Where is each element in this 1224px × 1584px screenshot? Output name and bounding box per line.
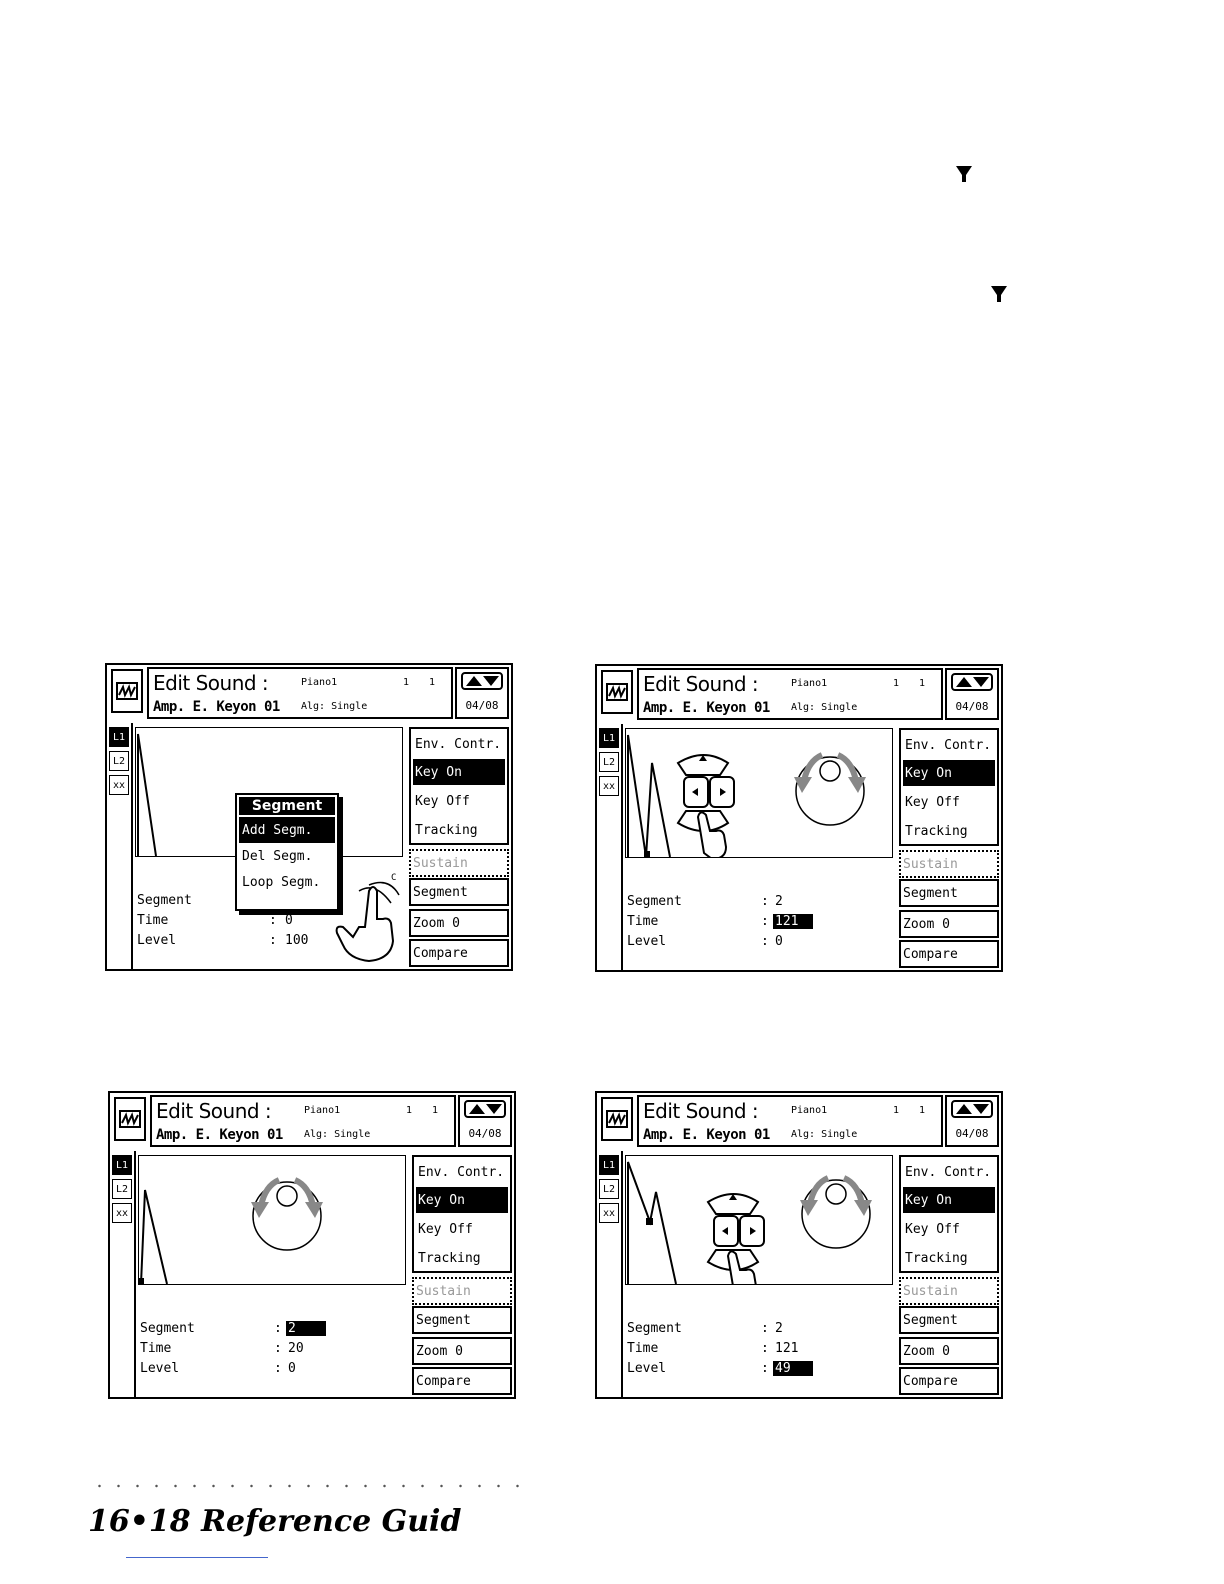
menu-item-key-on[interactable]: Key On [413, 759, 505, 785]
envelope-icon[interactable] [114, 1097, 146, 1141]
sound-number-1: 1 [893, 678, 900, 689]
page-indicator: 04/08 [955, 1127, 989, 1140]
compare-button[interactable]: Compare [412, 1367, 512, 1395]
layer-tab-l1[interactable]: L1 [112, 1155, 132, 1175]
segment-button[interactable]: Segment [412, 1306, 512, 1334]
layer-tab-xx[interactable]: xx [599, 776, 619, 796]
sound-number-2: 1 [919, 678, 926, 689]
screen-title: Edit Sound : [156, 1099, 272, 1123]
envelope-curve [626, 1156, 893, 1285]
time-label: Time [140, 1341, 172, 1356]
triangle-down-icon [990, 285, 1008, 303]
menu-item-key-off[interactable]: Key Off [418, 1221, 473, 1237]
menu-item-tracking[interactable]: Tracking [905, 1250, 968, 1266]
envelope-menu [899, 1155, 999, 1273]
page-nav [945, 668, 999, 720]
envelope-graph[interactable] [625, 1155, 893, 1285]
zoom-button[interactable]: Zoom 0 [409, 909, 509, 937]
stray-char: C [391, 873, 397, 883]
segment-button[interactable]: Segment [899, 1306, 999, 1334]
menu-item-key-on[interactable]: Key On [903, 1187, 995, 1213]
header-panel [147, 667, 453, 719]
screen-subtitle: Amp. E. Keyon 01 [643, 700, 770, 716]
popup-item-add-segm[interactable]: Add Segm. [239, 817, 335, 843]
layer-tab-l1[interactable]: L1 [599, 728, 619, 748]
up-down-arrows-icon [463, 674, 501, 688]
time-label: Time [627, 1341, 659, 1356]
menu-item-env-contr[interactable]: Env. Contr. [905, 737, 992, 753]
edit-sound-screen [105, 663, 513, 971]
popup-item-loop-segm[interactable]: Loop Segm. [242, 874, 321, 890]
page-indicator: 04/08 [955, 700, 989, 713]
envelope-curve [139, 1156, 406, 1285]
level-label: Level [140, 1361, 180, 1376]
page-arrows-button[interactable] [461, 672, 503, 690]
menu-item-key-on[interactable]: Key On [416, 1187, 508, 1213]
level-label: Level [137, 933, 177, 948]
zoom-button[interactable]: Zoom 0 [899, 1337, 999, 1365]
segment-label: Segment [140, 1321, 195, 1336]
menu-item-tracking[interactable]: Tracking [418, 1250, 481, 1266]
envelope-graph[interactable] [625, 728, 893, 858]
page-nav [455, 667, 509, 719]
sound-number-2: 1 [919, 1105, 926, 1116]
envelope-graph[interactable] [138, 1155, 406, 1285]
menu-item-key-off[interactable]: Key Off [905, 794, 960, 810]
layer-tab-l1[interactable]: L1 [599, 1155, 619, 1175]
sound-name: Piano1 [304, 1105, 341, 1116]
menu-item-key-on[interactable]: Key On [903, 760, 995, 786]
triangle-down-icon [955, 165, 973, 183]
menu-item-tracking[interactable]: Tracking [905, 823, 968, 839]
layer-tab-l1[interactable]: L1 [109, 727, 129, 747]
segment-label: Segment [627, 894, 682, 909]
sound-name: Piano1 [791, 678, 828, 689]
menu-item-tracking[interactable]: Tracking [415, 822, 478, 838]
screen-title: Edit Sound : [643, 672, 759, 696]
screen-title: Edit Sound : [153, 671, 269, 695]
page-indicator: 04/08 [465, 699, 499, 712]
page-indicator: 04/08 [468, 1127, 502, 1140]
param-colon: : [274, 1321, 282, 1336]
time-value[interactable]: 0 [285, 913, 293, 928]
param-colon: : [761, 894, 769, 909]
edit-sound-screen [595, 664, 1003, 972]
param-colon: : [761, 934, 769, 949]
envelope-icon[interactable] [601, 670, 633, 714]
header-panel [637, 1095, 943, 1147]
envelope-menu [409, 727, 509, 845]
segment-value[interactable]: 2 [775, 1321, 783, 1336]
sound-name: Piano1 [791, 1105, 828, 1116]
time-value[interactable]: 121 [773, 914, 813, 929]
layer-tab-l2[interactable]: L2 [112, 1179, 132, 1199]
level-value[interactable]: 49 [773, 1361, 813, 1376]
layer-tab-l2[interactable]: L2 [599, 752, 619, 772]
param-colon: : [761, 914, 769, 929]
menu-item-key-off[interactable]: Key Off [415, 793, 470, 809]
popup-title: Segment [239, 797, 335, 815]
zoom-button[interactable]: Zoom 0 [412, 1337, 512, 1365]
layer-column [107, 723, 133, 969]
up-down-arrows-icon [466, 1102, 504, 1116]
footer-dotted-rule [90, 1482, 530, 1490]
param-colon: : [761, 1321, 769, 1336]
time-label: Time [137, 913, 169, 928]
segment-value[interactable]: 2 [775, 894, 783, 909]
sound-number-2: 1 [429, 677, 436, 688]
level-value[interactable]: 0 [288, 1361, 296, 1376]
layer-tab-l2[interactable]: L2 [599, 1179, 619, 1199]
time-label: Time [627, 914, 659, 929]
envelope-icon[interactable] [111, 669, 143, 713]
param-colon: : [269, 913, 277, 928]
page-footer-title: 16•18 Reference Guid [88, 1504, 462, 1539]
param-colon: : [274, 1361, 282, 1376]
popup-item-del-segm[interactable]: Del Segm. [242, 848, 313, 864]
envelope-icon[interactable] [601, 1097, 633, 1141]
segment-button[interactable]: Segment [899, 879, 999, 907]
zoom-button[interactable]: Zoom 0 [899, 910, 999, 938]
layer-tab-xx[interactable]: xx [109, 775, 129, 795]
screen-subtitle: Amp. E. Keyon 01 [643, 1127, 770, 1143]
sound-number-1: 1 [403, 677, 410, 688]
sound-number-1: 1 [893, 1105, 900, 1116]
header-panel [637, 668, 943, 720]
screen-subtitle: Amp. E. Keyon 01 [156, 1127, 283, 1143]
menu-item-env-contr[interactable]: Env. Contr. [415, 736, 502, 752]
time-value[interactable]: 20 [288, 1341, 304, 1356]
param-colon: : [274, 1341, 282, 1356]
param-colon: : [269, 933, 277, 948]
envelope-menu [899, 728, 999, 846]
sustain-button[interactable]: Sustain [899, 1277, 999, 1305]
up-down-arrows-icon [953, 1102, 991, 1116]
param-colon: : [761, 1341, 769, 1356]
algorithm-label: Alg: Single [304, 1129, 371, 1140]
page-arrows-button[interactable] [951, 1100, 993, 1118]
sustain-button[interactable]: Sustain [409, 849, 509, 877]
layer-tab-l2[interactable]: L2 [109, 751, 129, 771]
sound-number-1: 1 [406, 1105, 413, 1116]
sustain-button[interactable]: Sustain [412, 1277, 512, 1305]
header-panel [150, 1095, 456, 1147]
level-value[interactable]: 0 [775, 934, 783, 949]
segment-value[interactable]: 2 [286, 1321, 326, 1336]
menu-item-env-contr[interactable]: Env. Contr. [905, 1164, 992, 1180]
layer-tab-xx[interactable]: xx [599, 1203, 619, 1223]
layer-column [110, 1151, 136, 1397]
segment-button[interactable]: Segment [409, 878, 509, 906]
sound-number-2: 1 [432, 1105, 439, 1116]
segment-popup [235, 793, 339, 911]
envelope-curve [626, 729, 893, 858]
level-label: Level [627, 1361, 667, 1376]
compare-button[interactable]: Compare [899, 1367, 999, 1395]
screen-title: Edit Sound : [643, 1099, 759, 1123]
compare-button[interactable]: Compare [899, 940, 999, 968]
param-colon: : [761, 1361, 769, 1376]
level-label: Level [627, 934, 667, 949]
layer-column [597, 1151, 623, 1397]
layer-column [597, 724, 623, 970]
up-down-arrows-icon [953, 675, 991, 689]
hand-pointer-icon [329, 867, 413, 967]
page-nav [945, 1095, 999, 1147]
footer-underline [126, 1557, 268, 1558]
page-arrows-button[interactable] [951, 673, 993, 691]
menu-item-env-contr[interactable]: Env. Contr. [418, 1164, 505, 1180]
page-nav [458, 1095, 512, 1147]
edit-sound-screen [108, 1091, 516, 1399]
time-value[interactable]: 121 [775, 1341, 799, 1356]
sustain-button[interactable]: Sustain [899, 850, 999, 878]
edit-sound-screen [595, 1091, 1003, 1399]
algorithm-label: Alg: Single [301, 701, 368, 712]
sound-name: Piano1 [301, 677, 338, 688]
segment-label: Segment [627, 1321, 682, 1336]
algorithm-label: Alg: Single [791, 1129, 858, 1140]
envelope-menu [412, 1155, 512, 1273]
page-arrows-button[interactable] [464, 1100, 506, 1118]
segment-label: Segment [137, 893, 192, 908]
layer-tab-xx[interactable]: xx [112, 1203, 132, 1223]
menu-item-key-off[interactable]: Key Off [905, 1221, 960, 1237]
level-value[interactable]: 100 [285, 933, 309, 948]
algorithm-label: Alg: Single [791, 702, 858, 713]
compare-button[interactable]: Compare [409, 939, 509, 967]
screen-subtitle: Amp. E. Keyon 01 [153, 699, 280, 715]
